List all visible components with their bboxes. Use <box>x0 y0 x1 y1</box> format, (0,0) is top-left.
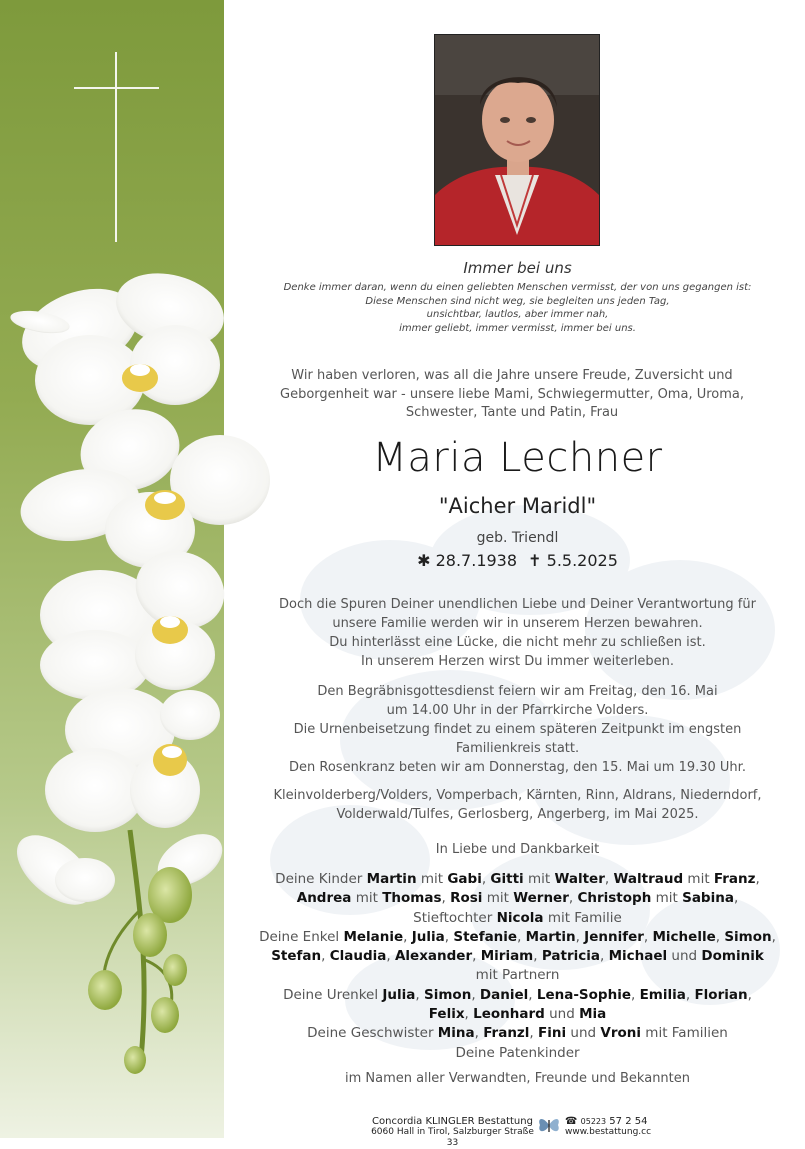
family-member-name: Simon <box>724 928 772 945</box>
family-connector-text: , <box>747 986 752 1003</box>
family-connector-text: , <box>575 928 585 945</box>
family-member-name: Patricia <box>541 948 600 965</box>
family-connector-text: , <box>415 986 424 1003</box>
family-list <box>240 870 795 1063</box>
intro-line: Wir haben verloren, was all die Jahre unsere Freude, Zuversicht und <box>291 368 733 383</box>
family-line <box>240 889 795 908</box>
phone-icon: ☎ <box>565 1116 578 1127</box>
family-member-name: Melanie <box>343 928 404 945</box>
intro-line: Schwester, Tante und Patin, Frau <box>405 405 619 420</box>
family-line <box>240 1005 795 1024</box>
service-line: Den Begräbnisgottesdienst feiern wir am Freitag, den 16. Mai <box>317 684 718 699</box>
intro-text <box>262 367 762 423</box>
family-member-name: Franz <box>713 871 756 887</box>
family-line <box>240 986 795 1005</box>
family-connector-text: , <box>321 948 330 965</box>
family-connector-text: Stieftochter <box>413 909 497 926</box>
family-member-name: Werner <box>513 890 569 907</box>
family-line <box>240 870 795 889</box>
poem-line: Denke immer daran, wenn du einen geliebten Menschen vermisst, der von uns gegangen ist: <box>283 282 752 293</box>
family-member-name: Claudia <box>329 948 387 965</box>
service-line: Familienkreis statt. <box>455 741 580 756</box>
deceased-nickname: "Aicher Maridl" <box>438 494 597 518</box>
funeral-home-name: Concordia KLINGLER Bestattung <box>372 1116 533 1127</box>
family-member-name: Simon <box>424 986 472 1003</box>
family-connector-text: , <box>630 986 640 1003</box>
family-connector-text: mit Familien <box>641 1025 728 1042</box>
family-member-name: Florian <box>694 986 748 1003</box>
family-connector-text: , <box>481 871 491 887</box>
family-connector-text: , <box>441 890 451 907</box>
family-connector-text: , <box>464 1006 474 1023</box>
death-cross-icon: ✝ <box>528 551 542 570</box>
family-connector-text: Deine Geschwister <box>307 1025 438 1042</box>
family-connector-text: , <box>403 928 412 945</box>
family-connector-text: und <box>566 1025 601 1042</box>
family-member-name: Mina <box>437 1025 475 1042</box>
family-member-name: Thomas <box>382 890 442 907</box>
place-and-date <box>250 786 785 824</box>
funeral-home-contact <box>565 1116 660 1138</box>
family-member-name: Daniel <box>479 986 529 1003</box>
family-connector-text: mit <box>683 871 714 887</box>
motto-title: Immer bei uns <box>463 259 572 277</box>
family-member-name: Andrea <box>296 890 352 907</box>
family-connector-text: mit Familie <box>543 909 622 926</box>
family-member-name: Leonhard <box>473 1006 545 1023</box>
family-connector-text: , <box>528 986 537 1003</box>
family-connector-text: und <box>667 948 702 965</box>
family-connector-text: , <box>685 986 695 1003</box>
funeral-home-info <box>365 1116 540 1149</box>
family-member-name: Miriam <box>480 948 534 965</box>
memorial-line: Du hinterlässt eine Lücke, die nicht mehr zu schließen ist. <box>329 635 706 650</box>
service-line: Die Urnenbeisetzung findet zu einem späteren Zeitpunkt im engsten <box>293 722 742 737</box>
cross-icon-bar <box>74 87 159 89</box>
memorial-line: unsere Familie werden wir in unserem Herzen bewahren. <box>332 616 703 631</box>
family-member-name: Sabina <box>682 890 734 907</box>
family-member-name: Michael <box>608 948 668 965</box>
family-connector-text: , <box>715 928 725 945</box>
family-member-name: Alexander <box>394 948 473 965</box>
family-member-name: Dominik <box>701 948 764 965</box>
butterfly-logo-icon <box>537 1114 561 1136</box>
family-member-name: Julia <box>411 928 445 945</box>
website-link[interactable]: www.bestattung.cc <box>565 1127 652 1137</box>
family-connector-text: , <box>568 890 578 907</box>
family-member-name: Rosi <box>450 890 483 907</box>
family-member-name: Lena-Sophie <box>536 986 631 1003</box>
memorial-line: Doch die Spuren Deiner unendlichen Liebe und Deiner Verantwortung für <box>279 597 756 612</box>
intro-line: Geborgenheit war - unsere liebe Mami, Schwiegermutter, Oma, Uroma, <box>280 386 744 402</box>
family-connector-text: Deine Urenkel <box>283 986 383 1003</box>
family-member-name: Mia <box>579 1006 607 1023</box>
family-connector-text: , <box>471 986 480 1003</box>
family-connector-text: , <box>386 948 395 965</box>
family-member-name: Fini <box>538 1025 567 1042</box>
death-date: 5.5.2025 <box>546 551 618 570</box>
motto-poem <box>230 281 805 335</box>
family-line <box>240 947 795 966</box>
service-line: um 14.00 Uhr in der Pfarrkirche Volders. <box>386 703 649 718</box>
family-member-name: Christoph <box>577 890 652 907</box>
service-line: Den Rosenkranz beten wir am Donnerstag, den 15. Mai um 19.30 Uhr. <box>289 760 746 775</box>
place-line: Kleinvolderberg/Volders, Vomperbach, Kärnten, Rinn, Aldrans, Niederndorf, <box>273 788 762 803</box>
family-member-name: Felix <box>428 1006 465 1023</box>
family-line <box>240 966 795 985</box>
family-connector-text: Deine Kinder <box>275 871 367 887</box>
family-line <box>240 909 795 928</box>
family-member-name: Emilia <box>639 986 686 1003</box>
birth-star-icon: ✱ <box>417 551 431 570</box>
family-connector-text: mit Partnern <box>475 967 560 984</box>
family-member-name: Franzl <box>483 1025 530 1042</box>
family-connector-text: , <box>643 928 653 945</box>
life-dates <box>230 551 805 570</box>
family-line <box>240 1024 795 1043</box>
family-member-name: Stefan <box>271 948 322 965</box>
poem-line: immer geliebt, immer vermisst, immer bei uns. <box>399 322 636 334</box>
maiden-name: geb. Triendl <box>476 530 559 546</box>
family-connector-text: mit <box>523 871 555 887</box>
memorial-paragraph <box>250 595 785 671</box>
family-connector-text: und <box>544 1006 580 1023</box>
place-line: Volderwald/Tulfes, Gerlosberg, Angerberg, im Mai 2025. <box>336 807 699 822</box>
family-member-name: Gabi <box>447 871 482 887</box>
family-member-name: Walter <box>554 871 605 887</box>
family-member-name: Jennifer <box>584 928 644 945</box>
poem-line: Diese Menschen sind nicht weg, sie begleiten uns jeden Tag, <box>365 295 670 307</box>
family-connector-text: , <box>517 928 526 945</box>
family-connector-text: , <box>472 948 481 965</box>
cross-icon <box>115 52 117 242</box>
service-paragraph <box>250 682 785 777</box>
family-member-name: Gitti <box>490 871 524 887</box>
funeral-home-address: 6060 Hall in Tirol, Salzburger Straße 33 <box>371 1127 534 1148</box>
phone-number: 57 2 54 <box>609 1116 648 1127</box>
family-connector-text: Deine Enkel <box>259 928 344 945</box>
family-line <box>240 1044 795 1063</box>
family-connector-text: mit <box>351 890 383 907</box>
family-connector-text: , <box>529 1025 539 1042</box>
family-connector-text: , <box>474 1025 484 1042</box>
family-connector-text: , <box>604 871 614 887</box>
family-connector-text: mit <box>416 871 448 887</box>
family-member-name: Nicola <box>496 909 544 926</box>
family-connector-text: mit <box>482 890 514 907</box>
family-connector-text: , <box>755 871 760 887</box>
family-member-name: Martin <box>525 928 576 945</box>
memorial-line: In unserem Herzen wirst Du immer weiterleben. <box>361 654 674 669</box>
family-connector-text: Deine Patenkinder <box>455 1044 580 1061</box>
family-member-name: Michelle <box>652 928 716 945</box>
family-member-name: Waltraud <box>613 871 684 887</box>
phone-prefix: 05223 <box>580 1117 607 1126</box>
family-member-name: Stefanie <box>453 928 518 945</box>
family-member-name: Martin <box>366 871 417 887</box>
birth-date: 28.7.1938 <box>435 551 518 570</box>
deceased-name: Maria Lechner <box>372 435 663 481</box>
family-member-name: Julia <box>382 986 416 1003</box>
family-line <box>240 928 795 947</box>
closing-line: im Namen aller Verwandten, Freunde und Bekannten <box>344 1071 691 1086</box>
family-connector-text: , <box>444 928 454 945</box>
family-member-name: Vroni <box>600 1025 641 1042</box>
poem-line: unsichtbar, lautlos, aber immer nah, <box>426 309 609 320</box>
family-connector-text: mit <box>651 890 683 907</box>
thanks-line: In Liebe und Dankbarkeit <box>435 842 600 857</box>
family-connector-text: , <box>599 948 609 965</box>
family-connector-text: , <box>533 948 542 965</box>
portrait-photo <box>434 34 600 246</box>
family-connector-text: , <box>771 928 776 945</box>
family-connector-text: , <box>733 890 739 907</box>
